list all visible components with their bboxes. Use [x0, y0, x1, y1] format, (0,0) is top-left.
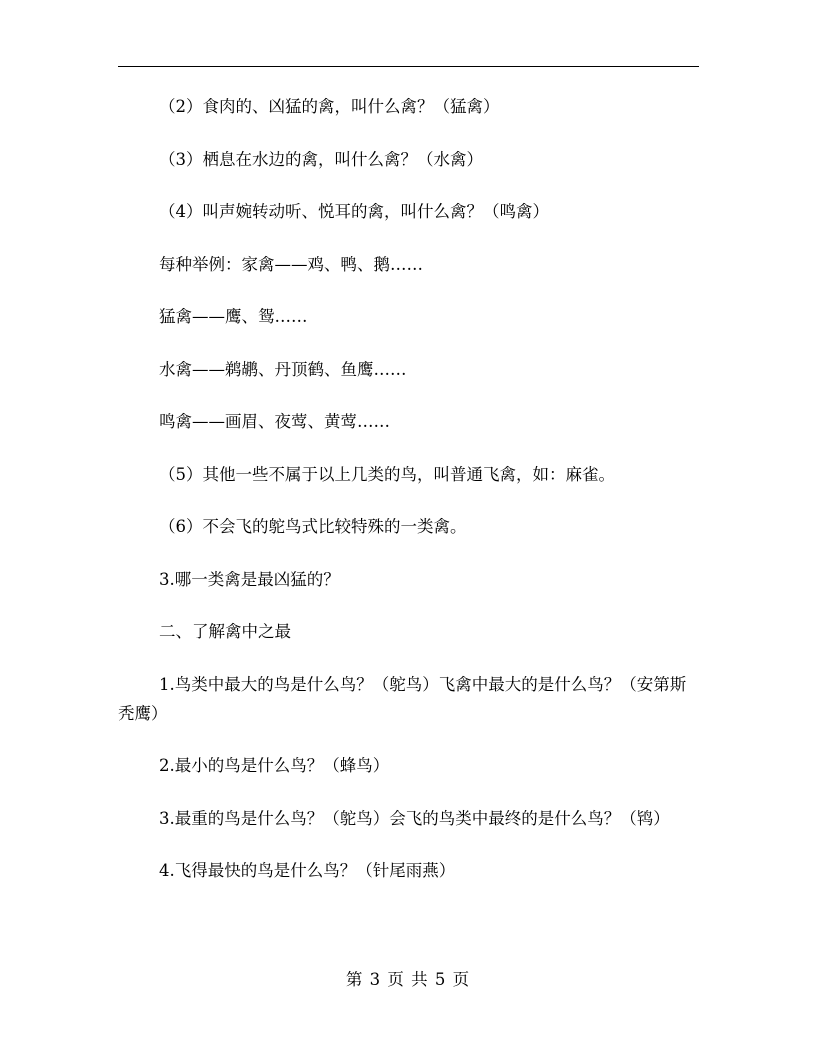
page-number-footer: 第 3 页 共 5 页 [345, 970, 471, 989]
section-heading: 二、了解禽中之最 [159, 622, 291, 641]
paragraph: 每种举例：家禽——鸡、鸭、鹅…… [159, 254, 423, 274]
paragraph: 4.飞得最快的鸟是什么鸟？（针尾雨燕） [159, 861, 456, 880]
paragraph: 鸣禽——画眉、夜莺、黄莺…… [159, 412, 390, 431]
paragraph: （4）叫声婉转动听、悦耳的禽，叫什么禽？（鸣禽） [159, 202, 549, 221]
paragraph: 2.最小的鸟是什么鸟？（蜂鸟） [159, 756, 390, 775]
paragraph: 3.哪一类禽是最凶猛的？ [159, 569, 340, 589]
paragraph: （2）食肉的、凶猛的禽，叫什么禽？（猛禽） [159, 97, 500, 116]
paragraph: （3）栖息在水边的禽，叫什么禽？（水禽） [159, 149, 483, 169]
paragraph: 1.鸟类中最大的鸟是什么鸟？（鸵鸟）飞禽中最大的是什么鸟？（安第斯秃鹰） [118, 674, 687, 723]
header-rule [118, 66, 699, 67]
paragraph: 水禽——鹈鹕、丹顶鹤、鱼鹰…… [159, 359, 407, 379]
paragraph: （5）其他一些不属于以上几类的鸟，叫普通飞禽，如：麻雀。 [159, 464, 615, 484]
paragraph: 猛禽——鹰、鸳…… [159, 307, 308, 326]
paragraph: （6）不会飞的鸵鸟式比较特殊的一类禽。 [159, 517, 467, 536]
document-body [118, 92, 699, 909]
paragraph: 3.最重的鸟是什么鸟？（鸵鸟）会飞的鸟类中最终的是什么鸟？（鸨） [159, 808, 670, 828]
